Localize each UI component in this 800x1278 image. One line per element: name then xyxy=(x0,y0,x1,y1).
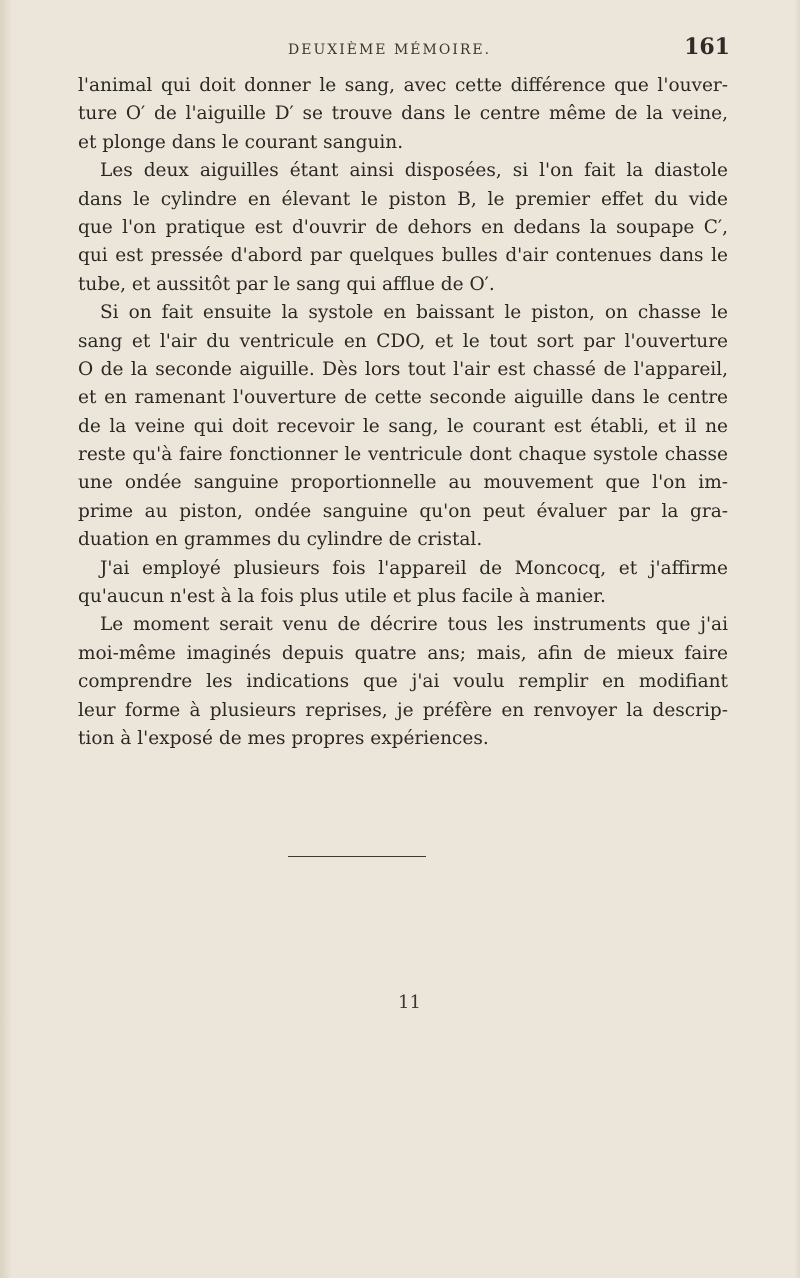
text-line: J'ai employé plusieurs fois l'appareil de Moncocq, et j'affirme xyxy=(100,557,728,579)
text-line: reste qu'à faire fonctionner le ventricule dont chaque systole chasse xyxy=(78,444,728,466)
text-line: leur forme à plusieurs reprises, je préfère en renvoyer la descrip- xyxy=(78,699,728,721)
signature-mark: 11 xyxy=(398,992,421,1013)
running-header xyxy=(78,34,730,64)
running-title: DEUXIÈME MÉMOIRE. xyxy=(288,42,492,58)
text-line: prime au piston, ondée sanguine qu'on peut évaluer par la gra- xyxy=(78,500,728,522)
body-text xyxy=(78,72,728,753)
text-line: qu'aucun n'est à la fois plus utile et plus facile à manier. xyxy=(78,586,606,608)
text-line: de la veine qui doit recevoir le sang, le courant est établi, et il ne xyxy=(78,415,728,437)
text-line: moi-même imaginés depuis quatre ans; mais, afin de mieux faire xyxy=(78,642,728,664)
text-line: comprendre les indications que j'ai voulu remplir en modifiant xyxy=(78,671,728,693)
text-line: Les deux aiguilles étant ainsi disposées, si l'on fait la diastole xyxy=(100,160,728,182)
text-line: et plonge dans le courant sanguin. xyxy=(78,131,404,153)
text-line: une ondée sanguine proportionnelle au mouvement que l'on im- xyxy=(78,472,728,494)
text-line: Le moment serait venu de décrire tous les instruments que j'ai xyxy=(100,614,728,636)
text-line: ture O′ de l'aiguille D′ se trouve dans le centre même de la veine, xyxy=(78,103,728,125)
text-line: duation en grammes du cylindre de cristal. xyxy=(78,529,483,551)
paragraph-5 xyxy=(78,611,728,753)
text-line: tube, et aussitôt par le sang qui afflue de O′. xyxy=(78,273,495,295)
page-number: 161 xyxy=(684,34,730,60)
paragraph-1 xyxy=(78,72,728,157)
paragraph-2 xyxy=(78,157,728,299)
text-line: dans le cylindre en élevant le piston B, le premier effet du vide xyxy=(78,188,728,210)
text-line: l'animal qui doit donner le sang, avec cette différence que l'ouver- xyxy=(78,75,728,96)
text-line: sang et l'air du ventricule en CDO, et le tout sort par l'ouverture xyxy=(78,330,728,352)
page-edge-right xyxy=(794,0,800,1278)
text-line: qui est pressée d'abord par quelques bulles d'air contenues dans le xyxy=(78,245,728,267)
text-line: O de la seconde aiguille. Dès lors tout l'air est chassé de l'appareil, xyxy=(78,358,728,380)
page-edge-left xyxy=(0,0,12,1278)
separator-rule xyxy=(288,856,426,857)
text-line: tion à l'exposé de mes propres expériences. xyxy=(78,727,489,749)
paragraph-4 xyxy=(78,555,728,612)
text-line: Si on fait ensuite la systole en baissant le piston, on chasse le xyxy=(100,302,728,324)
text-line: que l'on pratique est d'ouvrir de dehors en dedans la soupape C′, xyxy=(78,216,728,238)
text-line: et en ramenant l'ouverture de cette seconde aiguille dans le centre xyxy=(78,387,728,409)
paragraph-3 xyxy=(78,299,728,555)
